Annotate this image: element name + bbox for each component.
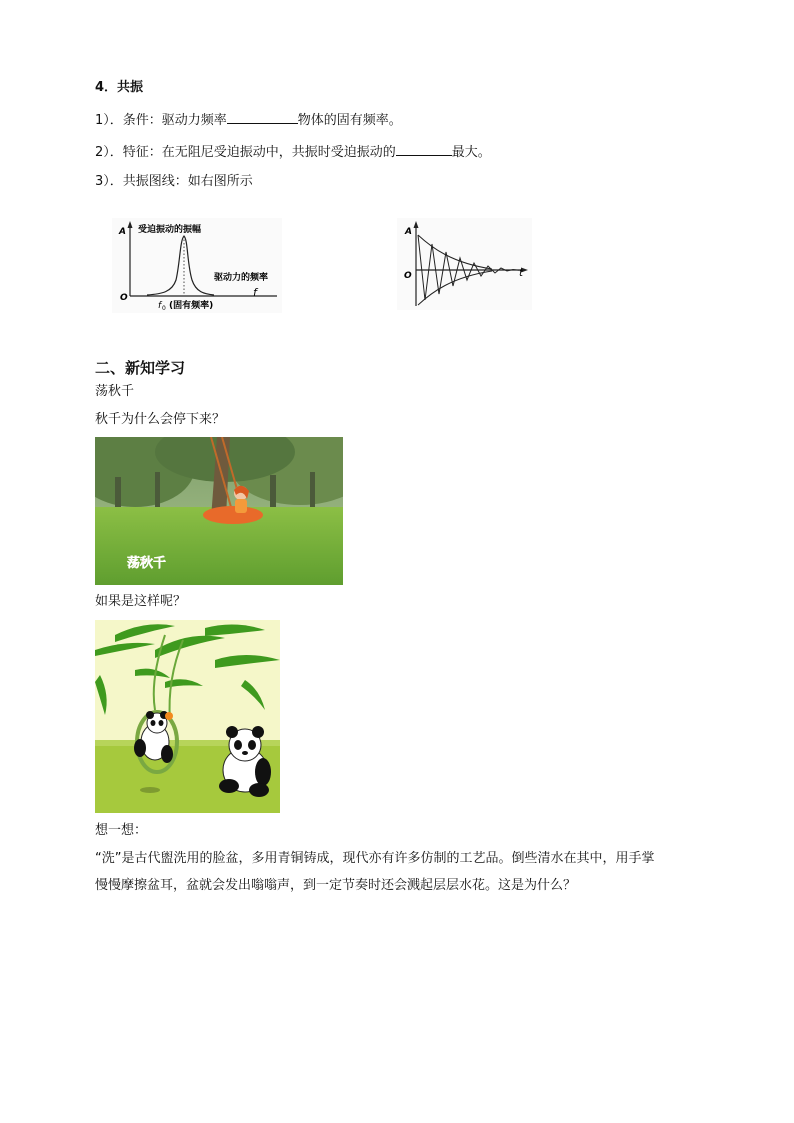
panda-illustration xyxy=(95,620,280,813)
paragraph-line-2: 慢慢摩擦盆耳，盆就会发出嗡嗡声，到一定节奏时还会溅起层层水花。这是为什么？ xyxy=(95,878,577,893)
condition-line xyxy=(95,109,402,131)
subtitle-swing: 荡秋千 xyxy=(95,384,135,399)
condition-prefix: 1）．条件：驱动力频率 xyxy=(95,113,227,128)
feature-line xyxy=(95,141,491,163)
think-label: 想一想： xyxy=(95,823,148,838)
fig2-x-axis-label: t xyxy=(519,268,523,279)
feature-prefix: 2）．特征：在无阻尼受迫振动中，共振时受迫振动的 xyxy=(95,145,396,160)
swing-caption: 荡秋千 xyxy=(127,556,167,571)
fig1-f0-subscript: 0 xyxy=(162,305,166,312)
section-4-heading xyxy=(95,78,143,98)
section-number: 4． xyxy=(95,80,118,95)
section-title: 共振 xyxy=(117,80,144,95)
feature-blank[interactable] xyxy=(396,141,452,156)
fig1-f0-note: (固有频率) xyxy=(169,301,214,311)
fig1-f0-label: f xyxy=(158,301,162,311)
swing-illustration xyxy=(95,437,343,585)
feature-suffix: 最大。 xyxy=(451,145,491,160)
fig2-origin: O xyxy=(404,271,412,281)
condition-suffix: 物体的固有频率。 xyxy=(297,113,402,128)
condition-blank[interactable] xyxy=(227,109,298,124)
fig1-y-label: A xyxy=(119,227,126,237)
fig1-curve-label: 受迫振动的振幅 xyxy=(138,225,202,235)
question-why-stop: 秋千为什么会停下来？ xyxy=(95,412,226,427)
fig1-x-axis-label: f xyxy=(253,286,257,299)
section-2-heading: 二、新知学习 xyxy=(95,359,186,377)
fig1-x-label: 驱动力的频率 xyxy=(214,273,269,283)
damped-oscillation-figure xyxy=(397,218,532,310)
question-what-if: 如果是这样呢？ xyxy=(95,594,187,609)
paragraph-line-1: “洗”是古代盥洗用的脸盆，多用青铜铸成，现代亦有许多仿制的工艺品。倒些清水在其中，用手掌 xyxy=(95,851,655,866)
curve-line: 3）．共振图线：如右图所示 xyxy=(95,174,253,189)
fig1-origin: O xyxy=(120,293,128,303)
resonance-curve-figure xyxy=(112,218,282,313)
fig2-y-label: A xyxy=(405,227,412,237)
swing-girl xyxy=(203,506,263,524)
